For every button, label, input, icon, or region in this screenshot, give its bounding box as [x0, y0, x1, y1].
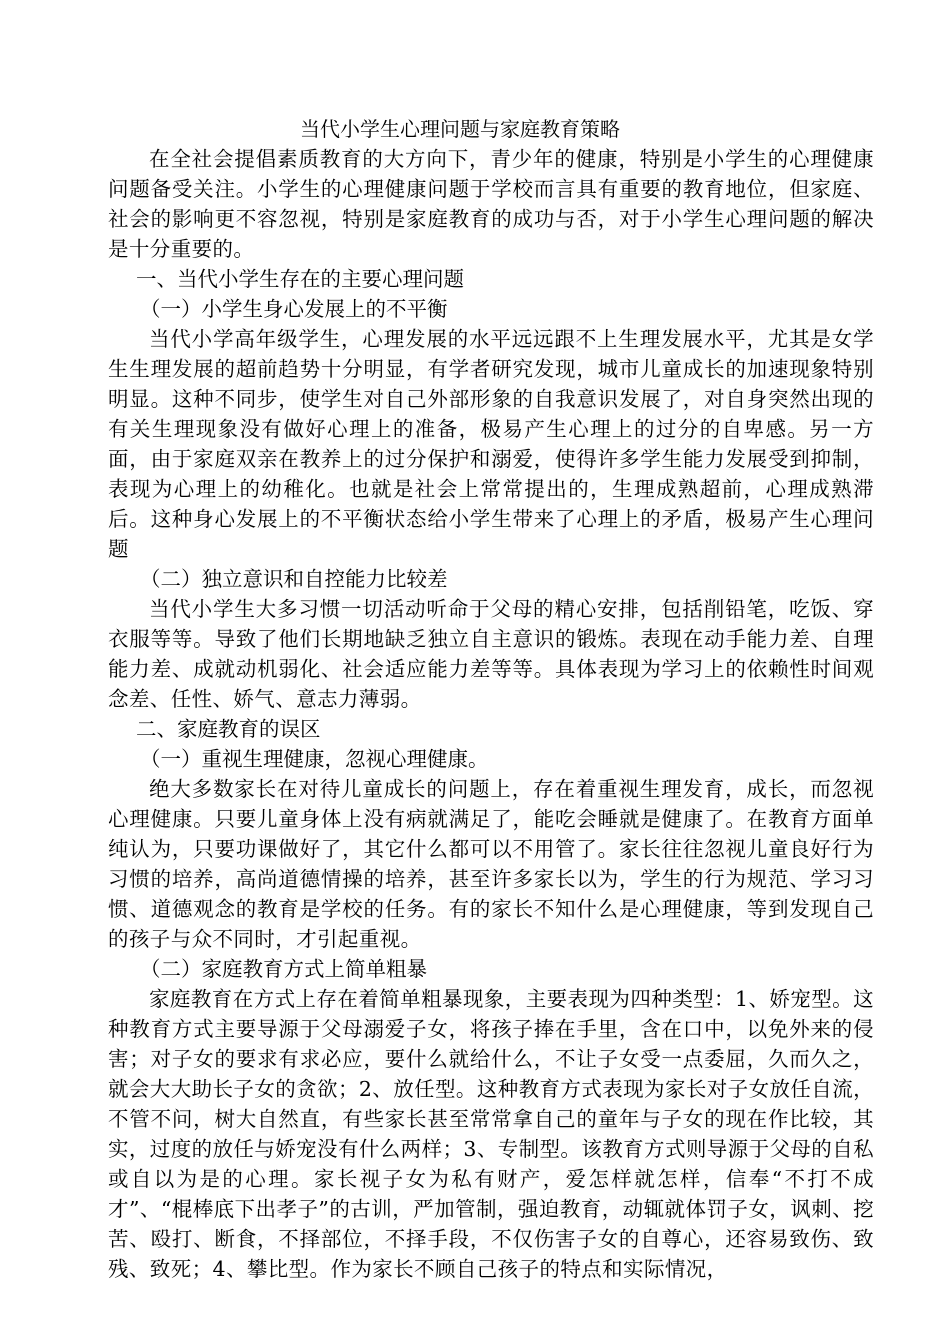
- section-heading-2: 二、家庭教育的误区: [136, 717, 321, 741]
- document-title: 当代小学生心理问题与家庭教育策略: [300, 117, 620, 141]
- paragraph-independence: 当代小学生大多习惯一切活动听命于父母的精心安排，包括削铅笔，吃饭、穿衣服等等。导致了他们长期地缺乏独立自主意识的锻炼。表现在动手能力差、自理能力差、成就动机弱化、社会适应能力差等等。具体表现为学习上的依赖性时间观念差、任性、娇气、意志力薄弱。: [108, 597, 874, 711]
- section-heading-1: 一、当代小学生存在的主要心理问题: [136, 267, 464, 291]
- subsection-heading-2-2: （二）家庭教育方式上简单粗暴: [140, 957, 427, 981]
- subsection-heading-1-2: （二）独立意识和自控能力比较差: [140, 567, 448, 591]
- subsection-heading-2-1: （一）重视生理健康，忽视心理健康。: [140, 747, 489, 771]
- intro-paragraph: 在全社会提倡素质教育的大方向下，青少年的健康，特别是小学生的心理健康问题备受关注。小学生的心理健康问题于学校而言具有重要的教育地位，但家庭、社会的影响更不容忽视，特别是家庭教育的成功与否，对于小学生心理问题的解决是十分重要的。: [108, 147, 874, 261]
- paragraph-education-styles: 家庭教育在方式上存在着简单粗暴现象，主要表现为四种类型：1、娇宠型。这种教育方式主要导源于父母溺爱子女，将孩子捧在手里，含在口中，以免外来的侵害；对子女的要求有求必应，要什么就给什么，不让子女受一点委屈，久而久之，就会大大助长子女的贪欲；2、放任型。这种教育方式表现为家长对子女放任自流，不管不问，树大自然直，有些家长甚至常常拿自己的童年与子女的现在作比较，其实，过度的放任与娇宠没有什么两样；3、专制型。该教育方式则导源于父母的自私或自以为是的心理。家长视子女为私有财产，爱怎样就怎样，信奉“不打不成才”、“棍棒底下出孝子”的古训，严加管制，强迫教育，动辄就体罚子女，讽刺、挖苦、殴打、断食，不择部位，不择手段，不仅伤害子女的自尊心，还容易致伤、致残、致死；4、攀比型。作为家长不顾自己孩子的特点和实际情况，: [108, 987, 874, 1281]
- subsection-heading-1-1: （一）小学生身心发展上的不平衡: [140, 297, 448, 321]
- paragraph-imbalance: 当代小学高年级学生，心理发展的水平远远跟不上生理发展水平，尤其是女学生生理发展的超前趋势十分明显，有学者研究发现，城市儿童成长的加速现象特别明显。这种不同步，使学生对自己外部形象的自我意识发展了，对自身突然出现的有关生理现象没有做好心理上的准备，极易产生心理上的过分的自卑感。另一方面，由于家庭双亲在教养上的过分保护和溺爱，使得许多学生能力发展受到抑制，表现为心理上的幼稚化。也就是社会上常常提出的，生理成熟超前，心理成熟滞后。这种身心发展上的不平衡状态给小学生带来了心理上的矛盾，极易产生心理问题: [108, 327, 874, 561]
- paragraph-physical-vs-mental: 绝大多数家长在对待儿童成长的问题上，存在着重视生理发育，成长，而忽视心理健康。只要儿童身体上没有病就满足了，能吃会睡就是健康了。在教育方面单纯认为，只要功课做好了，其它什么都可以不用管了。家长往往忽视儿童良好行为习惯的培养，高尚道德情操的培养，甚至许多家长以为，学生的行为规范、学习习惯、道德观念的教育是学校的任务。有的家长不知什么是心理健康，等到发现自己的孩子与众不同时，才引起重视。: [108, 777, 874, 951]
